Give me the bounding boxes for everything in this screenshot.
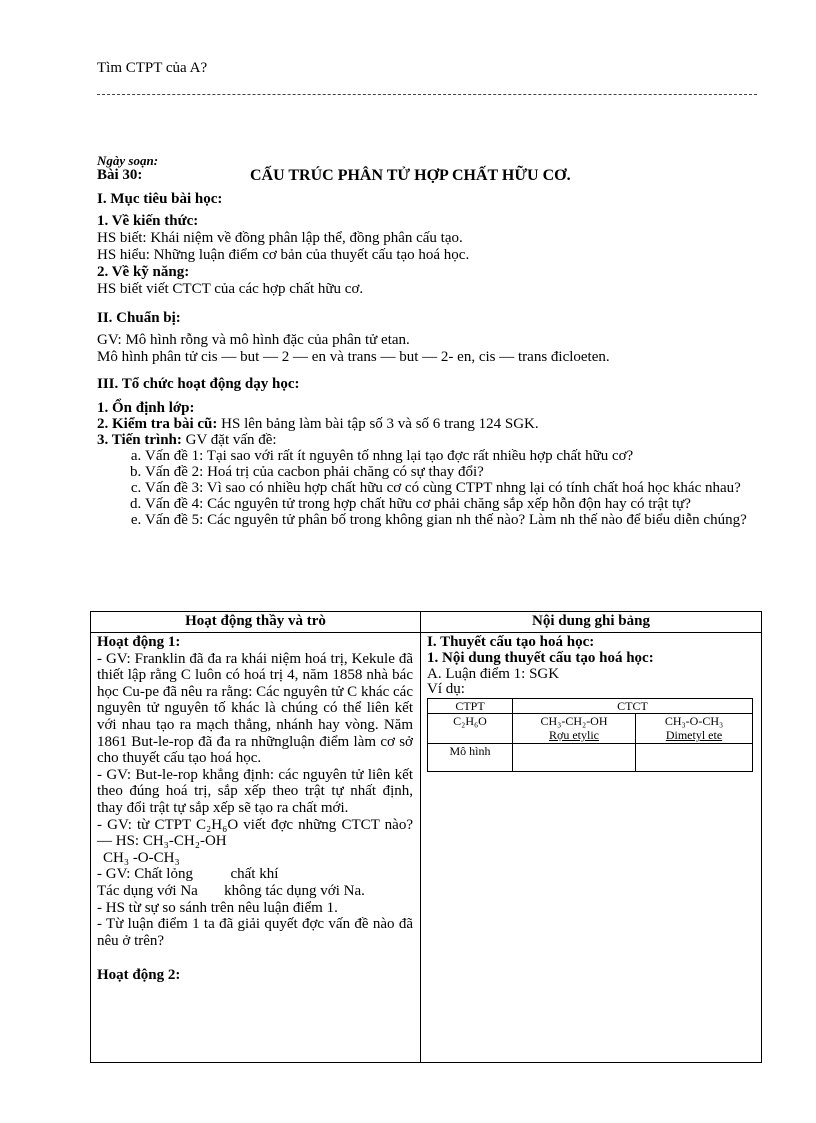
step-3	[97, 432, 762, 448]
ether-name: Dimetyl ete	[665, 728, 723, 742]
header-divider	[91, 632, 761, 633]
activity-1-p3: - GV: từ CTPT C₂H₆O viết đợc những CTCT nào? — HS: CH₃-CH₂-OH	[97, 816, 413, 850]
lesson-table	[90, 611, 762, 1063]
model-row-label: Mô hình	[428, 744, 513, 772]
section-objectives	[97, 191, 762, 298]
point-1: A. Luận điểm 1: SGK	[427, 666, 560, 682]
theory-content-heading: 1. Nội dung thuyết cấu tạo hoá học:	[427, 650, 654, 666]
dashed-separator	[97, 94, 757, 95]
objectives-heading: I. Mục tiêu bài học:	[97, 191, 223, 207]
lesson-title: CẤU TRÚC PHÂN TỬ HỢP CHẤT HỮU CƠ.	[250, 167, 571, 184]
issue-item: a. Vấn đề 1: Tại sao với rất ít nguyên tố nhng lại tạo đợc rất nhiều hợp chất hữu cơ?	[145, 448, 758, 464]
preparation-line-1: GV: Mô hình rỗng và mô hình đặc của phân tử etan.	[97, 332, 410, 348]
step-2	[97, 416, 762, 432]
section-activities	[97, 376, 762, 528]
ether-formula: CH₃-O-CH₃	[664, 714, 724, 728]
activity-1-p7: - HS từ sự so sánh trên nêu luận điểm 1.	[97, 899, 338, 916]
activity-1-heading: Hoạt động 1:	[97, 634, 181, 650]
activities-heading: III. Tổ chức hoạt động dạy học:	[97, 376, 300, 392]
step-2-text: HS lên bảng làm bài tập số 3 và số 6 trang 124 SGK.	[217, 416, 539, 432]
ethanol-cell	[513, 714, 636, 744]
ctpt-formula: C₂H₆O	[428, 714, 513, 744]
knowledge-line-2: HS hiểu: Những luận điểm cơ bản của thuyết cấu tạo hoá học.	[97, 247, 470, 263]
knowledge-line-1: HS biết: Khái niệm về đồng phân lập thể, đồng phân cấu tạo.	[97, 230, 463, 246]
column-divider	[420, 612, 421, 1062]
preparation-heading: II. Chuẩn bị:	[97, 310, 181, 326]
issue-item: b. Vấn đề 2: Hoá trị của cacbon phải chăng có sự thay đổi?	[145, 464, 758, 480]
ethanol-name: Rợu etylic	[548, 728, 599, 742]
model-cell-2	[636, 744, 753, 772]
issue-item: c. Vấn đề 3: Vì sao có nhiều hợp chất hữu cơ có cùng CTPT nhng lại có tính chất hoá học khác nhau?	[145, 480, 758, 496]
section-preparation	[97, 310, 762, 366]
step-2-label: 2. Kiểm tra bài cũ:	[97, 416, 218, 432]
step-3-text: GV đặt vấn đề:	[181, 432, 277, 448]
activity-2-heading: Hoạt động 2:	[97, 967, 181, 984]
ctct-header: CTCT	[513, 699, 753, 714]
skills-heading: 2. Về kỹ năng:	[97, 264, 190, 280]
activity-1-p1: - GV: Franklin đã đa ra khái niệm hoá trị, Kekule đã thiết lập rằng C luôn có hoá trị 4, năm 1858 nhà bác học Cu-pe đã nêu ra rằng: Các nguyên tử C khác các nguyên tử nguyên tố khác là chúng có thể liên kết với nhau tạo ra mạch thẳng, nhánh hay vòng. Năm 1861 But-le-rop đã đa ra nhữngluận điểm làm cơ sở cho thuyết cấu tạo hoá học.	[97, 650, 413, 767]
ethanol-formula: CH₃-CH₂-OH	[540, 714, 608, 728]
step-1: 1. Ổn định lớp:	[97, 400, 195, 416]
example-table	[427, 698, 753, 772]
ether-cell	[636, 714, 753, 744]
example-label: Ví dụ:	[427, 681, 465, 697]
teacher-student-column	[97, 634, 413, 984]
issue-item: d. Vấn đề 4: Các nguyên tử trong hợp chất hữu cơ phải chăng sắp xếp hỗn độn hay có trật tự?	[145, 496, 758, 512]
activity-1-p8: - Từ luận điểm 1 ta đã giải quyết đợc vấn đề nào đã nêu ở trên?	[97, 916, 413, 949]
skills-line: HS biết viết CTCT của các hợp chất hữu cơ.	[97, 281, 364, 297]
ngay-soan-label: Ngày soạn:	[97, 153, 159, 168]
step-3-label: 3. Tiến trình:	[97, 432, 182, 448]
model-cell-1	[513, 744, 636, 772]
activity-1-p4: CH₃ -O-CH₃	[103, 849, 180, 866]
col1-header: Hoạt động thầy và trò	[185, 613, 326, 629]
ctpt-header: CTPT	[428, 699, 513, 714]
knowledge-heading: 1. Về kiến thức:	[97, 213, 199, 229]
activity-1-p6: Tác dụng với Na không tác dụng với Na.	[97, 882, 365, 899]
activity-1-p2: - GV: But-le-rop khẳng định: các nguyên tử liên kết theo đúng hoá trị, sắp xếp theo trật tự nhất định, thay đổi trật tự sắp xếp sẽ tạo ra chất mới.	[97, 766, 413, 816]
board-content-column	[427, 634, 757, 772]
issues-list	[97, 448, 758, 528]
issue-item: e. Vấn đề 5: Các nguyên tử phân bố trong không gian nh thế nào? Làm nh thế nào để biểu diễn chúng?	[145, 512, 758, 528]
activity-1-p5: - GV: Chất lỏng chất khí	[97, 866, 279, 883]
lesson-number: Bài 30:	[97, 167, 143, 183]
theory-heading: I. Thuyết cấu tạo hoá học:	[427, 634, 595, 650]
preparation-line-2: Mô hình phân tử cis — but — 2 — en và trans — but — 2- en, cis — trans đicloeten.	[97, 349, 610, 365]
top-question: Tìm CTPT của A?	[97, 60, 208, 76]
col2-header: Nội dung ghi bảng	[532, 613, 650, 629]
